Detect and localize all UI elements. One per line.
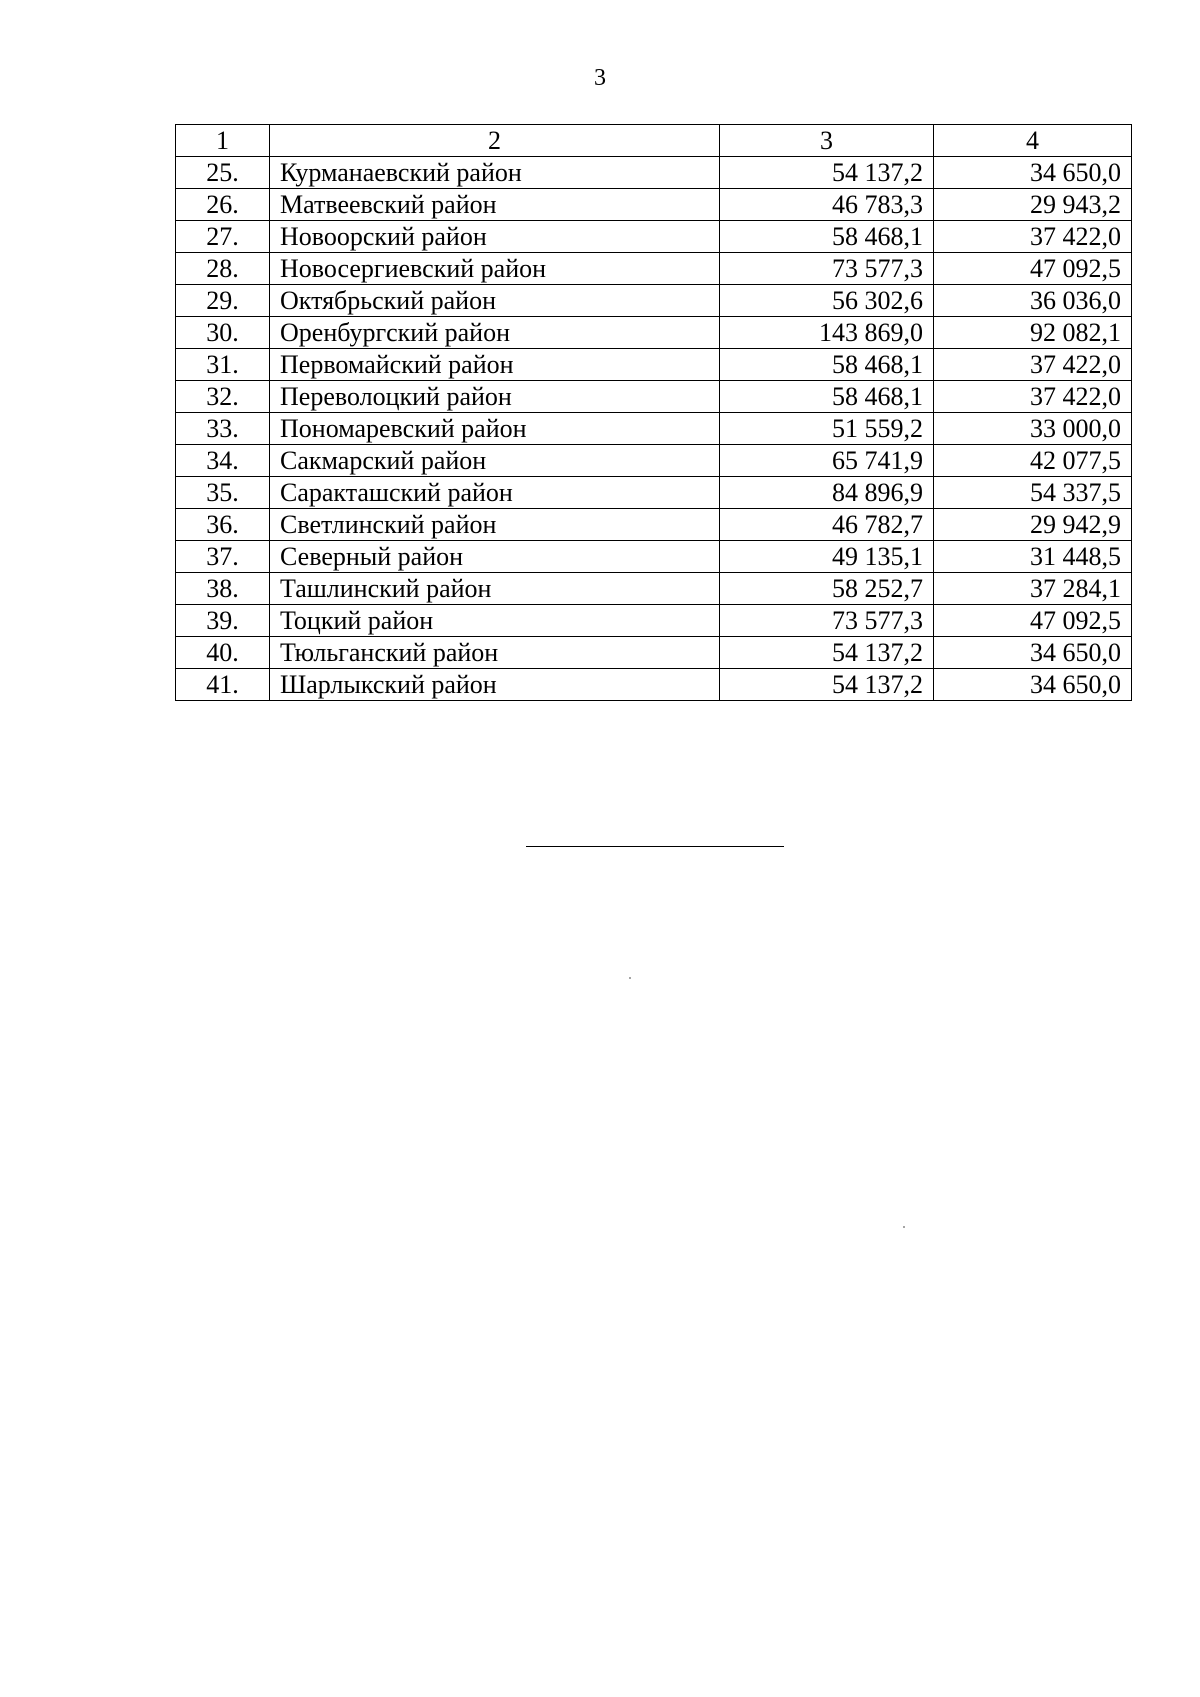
column-4-value: 37 422,0 bbox=[934, 381, 1132, 413]
column-4-value: 34 650,0 bbox=[934, 157, 1132, 189]
table-row bbox=[176, 317, 1132, 349]
column-header-1: 1 bbox=[176, 125, 270, 157]
district-name: Курманаевский район bbox=[270, 157, 720, 189]
row-number: 30. bbox=[176, 317, 270, 349]
column-4-value: 33 000,0 bbox=[934, 413, 1132, 445]
district-name: Светлинский район bbox=[270, 509, 720, 541]
row-number: 34. bbox=[176, 445, 270, 477]
column-3-value: 65 741,9 bbox=[720, 445, 934, 477]
district-name: Тоцкий район bbox=[270, 605, 720, 637]
row-number: 29. bbox=[176, 285, 270, 317]
district-name: Оренбургский район bbox=[270, 317, 720, 349]
column-3-value: 84 896,9 bbox=[720, 477, 934, 509]
column-4-value: 36 036,0 bbox=[934, 285, 1132, 317]
table-row bbox=[176, 157, 1132, 189]
table-row bbox=[176, 477, 1132, 509]
table-row bbox=[176, 573, 1132, 605]
row-number: 27. bbox=[176, 221, 270, 253]
district-name: Первомайский район bbox=[270, 349, 720, 381]
district-name: Пономаревский район bbox=[270, 413, 720, 445]
column-4-value: 29 943,2 bbox=[934, 189, 1132, 221]
column-3-value: 58 468,1 bbox=[720, 381, 934, 413]
column-4-value: 37 422,0 bbox=[934, 221, 1132, 253]
column-4-value: 31 448,5 bbox=[934, 541, 1132, 573]
table-row bbox=[176, 221, 1132, 253]
column-3-value: 46 782,7 bbox=[720, 509, 934, 541]
column-3-value: 46 783,3 bbox=[720, 189, 934, 221]
table-row bbox=[176, 189, 1132, 221]
district-name: Северный район bbox=[270, 541, 720, 573]
district-name: Матвеевский район bbox=[270, 189, 720, 221]
row-number: 37. bbox=[176, 541, 270, 573]
column-3-value: 56 302,6 bbox=[720, 285, 934, 317]
district-name: Саракташский район bbox=[270, 477, 720, 509]
district-name: Новосергиевский район bbox=[270, 253, 720, 285]
column-4-value: 47 092,5 bbox=[934, 253, 1132, 285]
column-3-value: 143 869,0 bbox=[720, 317, 934, 349]
district-name: Сакмарский район bbox=[270, 445, 720, 477]
column-4-value: 92 082,1 bbox=[934, 317, 1132, 349]
column-4-value: 37 422,0 bbox=[934, 349, 1132, 381]
column-4-value: 47 092,5 bbox=[934, 605, 1132, 637]
district-name: Шарлыкский район bbox=[270, 669, 720, 701]
row-number: 31. bbox=[176, 349, 270, 381]
column-3-value: 49 135,1 bbox=[720, 541, 934, 573]
row-number: 26. bbox=[176, 189, 270, 221]
table-row bbox=[176, 669, 1132, 701]
scan-speck bbox=[903, 1226, 905, 1228]
column-3-value: 58 468,1 bbox=[720, 221, 934, 253]
column-4-value: 29 942,9 bbox=[934, 509, 1132, 541]
table-row bbox=[176, 349, 1132, 381]
column-3-value: 54 137,2 bbox=[720, 157, 934, 189]
row-number: 36. bbox=[176, 509, 270, 541]
district-name: Октябрьский район bbox=[270, 285, 720, 317]
column-header-3: 3 bbox=[720, 125, 934, 157]
column-header-2: 2 bbox=[270, 125, 720, 157]
table-row bbox=[176, 285, 1132, 317]
scan-speck bbox=[629, 977, 631, 979]
column-3-value: 73 577,3 bbox=[720, 253, 934, 285]
column-4-value: 34 650,0 bbox=[934, 637, 1132, 669]
table-row bbox=[176, 381, 1132, 413]
table-row bbox=[176, 509, 1132, 541]
row-number: 41. bbox=[176, 669, 270, 701]
district-name: Ташлинский район bbox=[270, 573, 720, 605]
row-number: 39. bbox=[176, 605, 270, 637]
table-row bbox=[176, 605, 1132, 637]
table-row bbox=[176, 445, 1132, 477]
district-name: Новоорский район bbox=[270, 221, 720, 253]
column-4-value: 42 077,5 bbox=[934, 445, 1132, 477]
district-name: Тюльганский район bbox=[270, 637, 720, 669]
row-number: 28. bbox=[176, 253, 270, 285]
district-name: Переволоцкий район bbox=[270, 381, 720, 413]
row-number: 38. bbox=[176, 573, 270, 605]
column-3-value: 51 559,2 bbox=[720, 413, 934, 445]
column-3-value: 58 252,7 bbox=[720, 573, 934, 605]
column-3-value: 73 577,3 bbox=[720, 605, 934, 637]
column-3-value: 58 468,1 bbox=[720, 349, 934, 381]
row-number: 33. bbox=[176, 413, 270, 445]
row-number: 32. bbox=[176, 381, 270, 413]
table-row bbox=[176, 637, 1132, 669]
page-number: 3 bbox=[594, 65, 606, 91]
row-number: 25. bbox=[176, 157, 270, 189]
table-row bbox=[176, 541, 1132, 573]
column-4-value: 37 284,1 bbox=[934, 573, 1132, 605]
column-header-4: 4 bbox=[934, 125, 1132, 157]
column-4-value: 34 650,0 bbox=[934, 669, 1132, 701]
table-header-row bbox=[176, 125, 1132, 157]
district-table bbox=[175, 124, 1132, 701]
row-number: 35. bbox=[176, 477, 270, 509]
column-3-value: 54 137,2 bbox=[720, 637, 934, 669]
row-number: 40. bbox=[176, 637, 270, 669]
column-3-value: 54 137,2 bbox=[720, 669, 934, 701]
table-row bbox=[176, 253, 1132, 285]
table-row bbox=[176, 413, 1132, 445]
column-4-value: 54 337,5 bbox=[934, 477, 1132, 509]
end-of-document-line bbox=[526, 846, 784, 847]
